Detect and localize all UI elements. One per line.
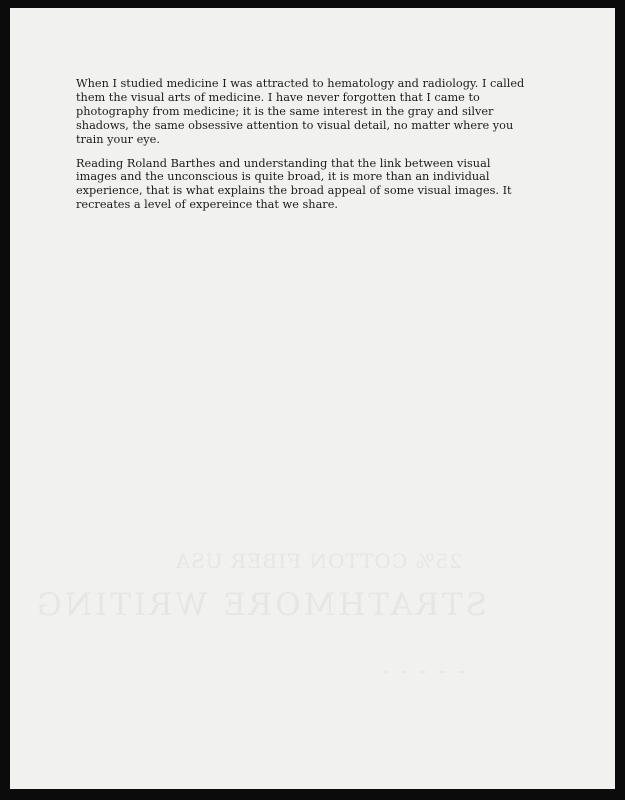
text-line: shadows, the same obsessive attention to visual detail, no matter where you (76, 118, 514, 132)
watermark-line-1: 25% COTTON FIBER USA (174, 549, 462, 573)
text-line: them the visual arts of medicine. I have never forgotten that I came to (76, 90, 480, 104)
paper-sheet (10, 8, 615, 789)
paragraph-2 (76, 157, 546, 213)
text-line: images and the unconscious is quite broad, it is more than an individual (76, 170, 490, 184)
watermark-line-2: STRATHMORE WRITING (34, 587, 487, 623)
text-line: When I studied medicine I was attracted to hematology and radiology. I called (76, 77, 525, 90)
text-line: train your eye. (76, 132, 160, 146)
text-line: recreates a level of expereince that we share. (76, 198, 338, 212)
text-line: Reading Roland Barthes and understanding that the link between visual (76, 156, 491, 170)
letter-body (76, 77, 546, 222)
text-line: photography from medicine; it is the same interest in the gray and silver (76, 104, 494, 118)
watermark-dots (383, 671, 464, 673)
paragraph-1 (76, 77, 546, 147)
text-line: experience, that is what explains the broad appeal of some visual images. It (76, 184, 512, 198)
